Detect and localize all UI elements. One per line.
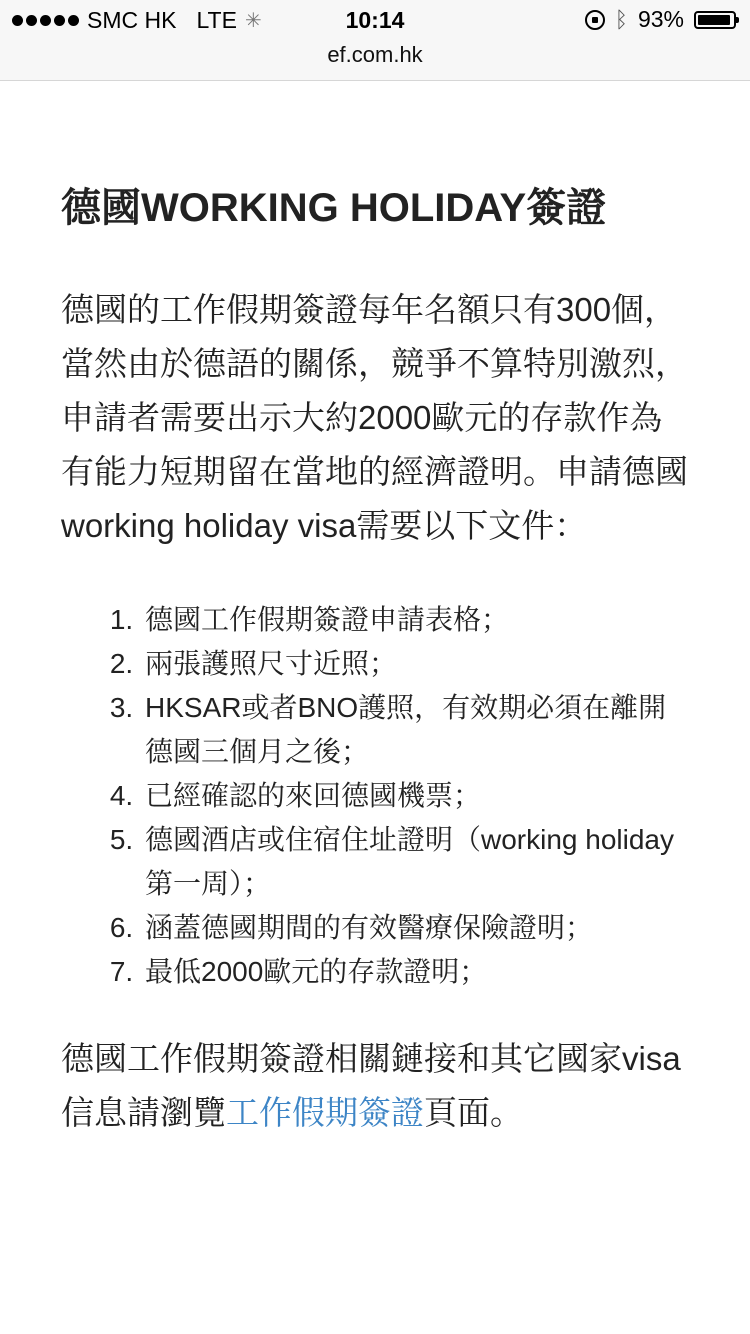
footer-text-before: 德國工作假期簽證相關鏈接和其它國家visa信息請瀏覽 [61, 1040, 681, 1131]
intro-paragraph: 德國的工作假期簽證每年名額只有300個，當然由於德語的關係，競爭不算特別激烈，申請者需要出示大約2000歐元的存款作為有能力短期留在當地的經濟證明。申請德國working holiday visa需要以下文件： [61, 291, 688, 544]
status-bar [0, 0, 750, 40]
status-time: 10:14 [345, 7, 405, 33]
network-type: LTE [196, 7, 237, 33]
list-item: 5. 德國酒店或住宿住址證明（working holiday第一周）； [141, 818, 691, 906]
rotation-lock-icon [585, 10, 605, 30]
document-list [61, 598, 691, 994]
battery-icon [694, 11, 736, 29]
battery-percent: 93% [637, 6, 684, 32]
list-item: 7. 最低2000歐元的存款證明； [141, 950, 691, 994]
list-item: 2. 兩張護照尺寸近照； [141, 642, 691, 686]
battery-fill [698, 15, 730, 25]
loading-spinner-icon: ✳ [244, 10, 262, 32]
url-domain[interactable]: ef.com.hk [327, 42, 423, 67]
list-item: 4. 已經確認的來回德國機票； [141, 774, 691, 818]
list-item: 6. 涵蓋德國期間的有效醫療保險證明； [141, 906, 691, 950]
working-holiday-visa-link[interactable]: 工作假期簽證 [226, 1094, 424, 1131]
bluetooth-icon: ᛒ [614, 6, 628, 32]
list-item: 3. HKSAR或者BNO護照，有效期必須在離開德國三個月之後； [141, 686, 691, 774]
footer-paragraph [61, 1032, 691, 1140]
footer-text-after: 頁面。 [424, 1094, 523, 1131]
status-right [585, 6, 736, 33]
list-item: 1. 德國工作假期簽證申請表格； [141, 598, 691, 642]
carrier-name: SMC HK [87, 7, 177, 33]
url-bar[interactable] [0, 40, 750, 81]
article-content [61, 81, 691, 1140]
page-title: 德國WORKING HOLIDAY簽證 [61, 186, 607, 230]
